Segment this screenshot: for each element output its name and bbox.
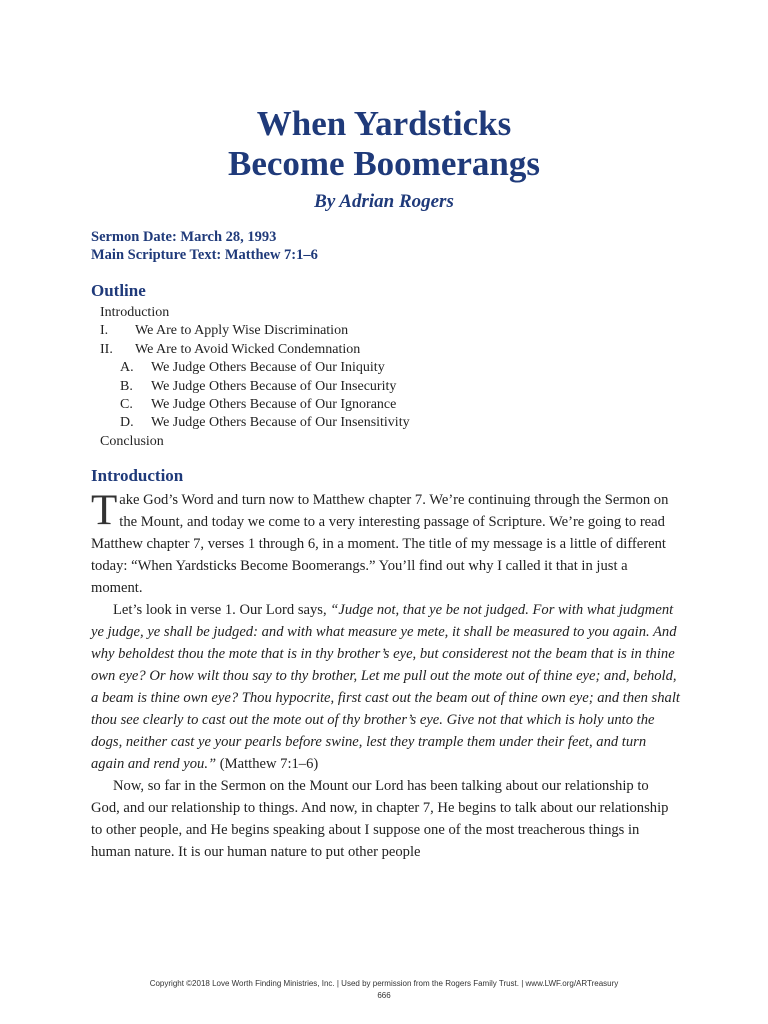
- title-line-1: When Yardsticks: [256, 104, 512, 143]
- page-title: [0, 104, 768, 184]
- outline-subitem-letter: C.: [120, 396, 133, 412]
- outline-intro-label: Introduction: [100, 305, 170, 320]
- page-number: 666: [377, 991, 391, 1000]
- outline-subitem-text: We Judge Others Because of Our Iniquity: [151, 360, 385, 376]
- paragraph: [91, 489, 681, 599]
- scripture-quote: “Judge not, that ye be not judged. For with what judgment ye judge, ye shall be judged: and with what measure ye mete, it shall be measured to you again. And why beholdest thou the mote that is in thy brother’s eye, but considerest not the beam that is in thine own eye? Or how wilt thou say to thy brother, Let me pull out the mote out of thine eye; and, behold, a beam is thine own eye? Thou hypocrite, first cast out the beam out of thine own eye; and then shalt thou see clearly to cast out the mote out of thy brother’s eye. Give not that which is holy unto the dogs, neither cast ye your pearls before swine, lest they trample them under their feet, and turn again and rend you.”: [91, 602, 680, 772]
- title-line-2: Become Boomerangs: [227, 144, 540, 183]
- outline-conclusion-label: Conclusion: [100, 433, 164, 449]
- paragraph-text: ake God’s Word and turn now to Matthew chapter 7. We’re continuing through the Sermon on the Mount, and today we come to a very interesting passage of Scripture. We’re going to read Matthew chapter 7, verses 1 through 6, in a moment. The title of my message is a little of different today: “When Yardsticks Become Boomerangs.” You’ll find out why I called it that in just a moment.: [91, 492, 669, 596]
- paragraph: [91, 775, 681, 863]
- outline-subitem-letter: B.: [120, 378, 133, 394]
- paragraph-lead: Let’s look in verse 1. Our Lord says,: [113, 602, 331, 618]
- introduction-body: [91, 489, 681, 863]
- outline-heading: Outline: [91, 281, 146, 300]
- introduction-heading: Introduction: [91, 466, 184, 485]
- outline-item-number: II.: [100, 341, 113, 357]
- copyright-notice: Copyright ©2018 Love Worth Finding Ministries, Inc. | Used by permission from the Rogers Family Trust. | www.LWF.org/ARTreasury: [149, 979, 619, 988]
- drop-cap: T: [91, 487, 118, 534]
- outline-subitem-text: We Judge Others Because of Our Insecurity: [151, 378, 397, 394]
- outline-subitem-letter: A.: [120, 360, 134, 376]
- outline-item-text: We Are to Avoid Wicked Condemnation: [135, 341, 361, 357]
- outline-subitem-letter: D.: [120, 415, 134, 431]
- scripture-reference: (Matthew 7:1–6): [216, 756, 319, 772]
- outline-item-number: I.: [100, 323, 109, 339]
- outline-item-text: We Are to Apply Wise Discrimination: [135, 323, 349, 339]
- author-byline: By Adrian Rogers: [314, 191, 454, 212]
- page-footer: [0, 978, 768, 1002]
- paragraph-text: Now, so far in the Sermon on the Mount our Lord has been talking about our relationship to God, and our relationship to things. And now, in chapter 7, He begins to talk about our relationship to other people, and He begins speaking about I suppose one of the most treacherous things in human nature. It is our human nature to put other people: [91, 778, 669, 860]
- sermon-meta: [91, 228, 318, 264]
- outline-subitem-text: We Judge Others Because of Our Ignorance: [151, 396, 397, 412]
- sermon-date: Sermon Date: March 28, 1993: [91, 229, 277, 245]
- paragraph: [91, 599, 681, 775]
- main-scripture: Main Scripture Text: Matthew 7:1–6: [91, 247, 318, 263]
- outline-subitem-text: We Judge Others Because of Our Insensitivity: [151, 415, 410, 431]
